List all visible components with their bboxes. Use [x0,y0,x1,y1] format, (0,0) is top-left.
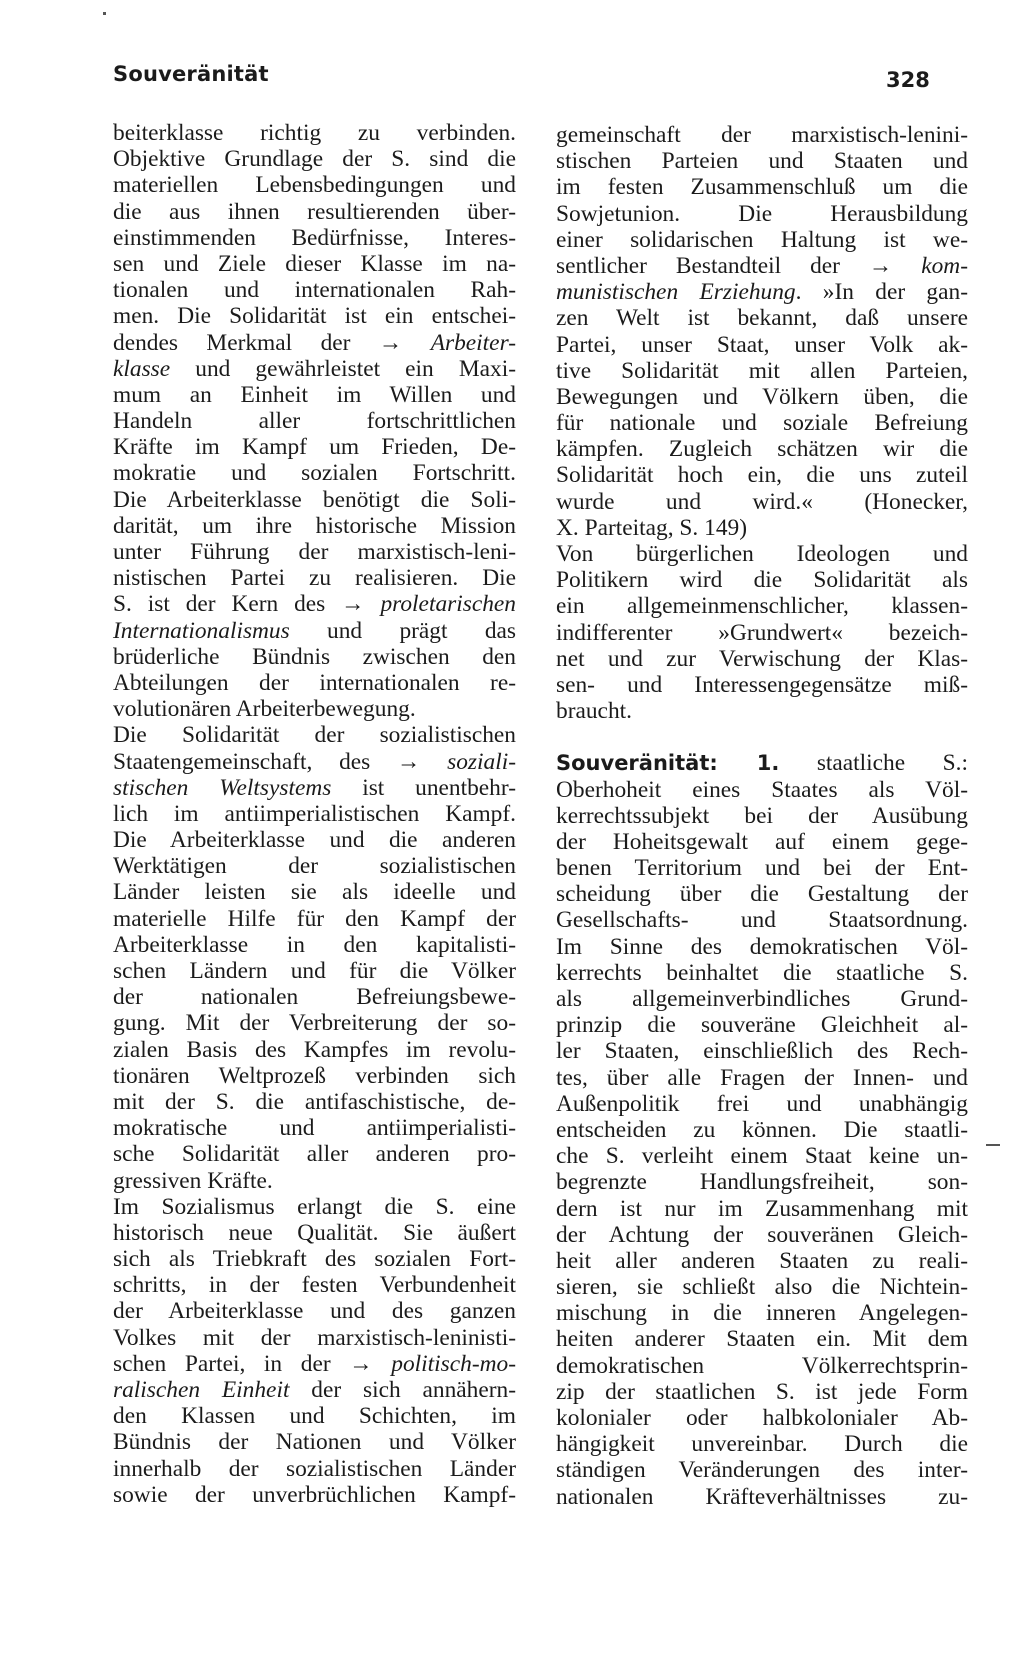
entry-headword-line [556,750,968,776]
text-line-with-reference [113,1351,516,1377]
text-run: staatliche S.: [779,750,968,777]
text-line: sche Solidarität aller anderen pro- [113,1141,516,1168]
text-run: und gewährleistet ein Maxi- [170,355,516,382]
cross-reference: soziali- [447,748,516,775]
text-line: der Arbeiterklasse und des ganzen [113,1298,516,1325]
text-line: Länder leisten sie als ideelle und [113,879,516,906]
text-line: als allgemeinverbindliches Grund- [556,986,968,1012]
cross-reference: Arbeiter- [430,329,516,356]
text-line: mokratische und antiimperialisti- [113,1115,516,1142]
text-line: Abteilungen der internationalen re- [113,669,516,696]
text-run: . »In der gan- [795,279,968,306]
text-line: einer solidarischen Haltung ist we- [556,226,968,253]
text-line: mokratie und sozialen Fortschritt. [113,460,516,487]
text-line: Solidarität hoch ein, die uns zuteil [556,462,968,489]
text-line: Im Sozialismus erlangt die S. eine [113,1193,516,1220]
text-line-with-reference [113,591,516,617]
text-line: materiellen Lebensbedingungen und [113,172,516,199]
text-run: S. ist der Kern des → [113,591,381,618]
text-line: begrenzte Handlungsfreiheit, son- [556,1169,968,1196]
text-line: die aus ihnen resultierenden über- [113,198,516,225]
right-column [556,122,968,1510]
text-line: Bündnis der Nationen und Völker [113,1429,516,1456]
text-run: schen Partei, in der → [113,1350,392,1377]
text-line: der Achtung der souveränen Gleich- [556,1221,968,1248]
left-column [113,120,516,1508]
text-run: sentlicher Bestandteil der → [556,252,922,279]
text-line: kerrechts beinhaltet die staatliche S. [556,959,968,986]
cross-reference: ralischen Einheit [113,1377,290,1403]
text-line: schen Ländern und für die Völker [113,958,516,984]
text-line: Außenpolitik frei und unabhängig [556,1090,968,1117]
text-line: tionalen und internationalen Rah- [113,277,516,304]
text-line: beiterklasse richtig zu verbinden. [113,120,516,146]
text-line: Die Arbeiterklasse benötigt die Soli- [113,486,516,513]
text-line-with-reference [113,356,516,382]
cross-reference: Internationalismus [113,617,290,644]
text-line: sen und Ziele dieser Klasse im na- [113,250,516,277]
text-line: Die Arbeiterklasse und die anderen [113,827,516,854]
text-line: ein allgemeinmenschlicher, klassen- [556,593,968,620]
text-line: der nationalen Befreiungsbewe- [113,984,516,1011]
text-line: gemeinschaft der marxistisch-lenini- [556,122,968,148]
text-line: sich als Triebkraft des sozialen Fort- [113,1246,516,1273]
scan-speck [103,12,106,15]
text-line: scheidung über die Gestaltung der [556,881,968,908]
text-line: tive Solidarität mit allen Parteien, [556,357,968,384]
text-line: zialen Basis des Kampfes im revolu- [113,1036,516,1063]
text-line: materielle Hilfe für den Kampf der [113,905,516,932]
text-line: einstimmenden Bedürfnisse, Interes- [113,224,516,251]
text-line: indifferenter »Grundwert« bezeich- [556,619,968,646]
text-line: Handeln aller fortschrittlichen [113,408,516,435]
text-line: nationalen Kräfteverhältnisses zu- [556,1483,968,1510]
text-line: hängigkeit unvereinbar. Durch die [556,1431,968,1458]
cross-reference: klasse [113,355,171,382]
text-line: sen- und Interessengegensätze miß- [556,671,968,698]
text-line-with-reference [113,749,516,775]
running-head: Souveränität [113,62,269,86]
text-run: der sich annähern- [289,1377,516,1403]
text-line: men. Die Solidarität ist ein entschei- [113,303,516,330]
text-line-with-reference [113,1377,516,1403]
text-line: kerrechtssubjekt bei der Ausübung [556,802,968,829]
text-line: ler Staaten, einschließlich des Rech- [556,1038,968,1065]
cross-reference: munistischen Erziehung [556,279,796,306]
text-line: Politikern wird die Solidarität als [556,567,968,594]
text-line: den Klassen und Schichten, im [113,1403,516,1430]
text-line: X. Parteitag, S. 149) [556,514,747,541]
text-run: Staatengemeinschaft, des → [113,748,448,775]
text-line: heit aller anderen Staaten zu reali- [556,1247,968,1274]
text-line: lich im antiimperialistischen Kampf. [113,800,516,827]
text-line: volutionären Arbeiterbewegung. [113,696,416,723]
text-line: Objektive Grundlage der S. sind die [113,146,516,173]
text-line: darität, um ihre historische Mission [113,512,516,539]
text-line-with-reference [113,618,516,644]
text-line: schritts, in der festen Verbundenheit [113,1272,516,1299]
page-number: 328 [886,68,930,92]
text-line: kämpfen. Zugleich schätzen wir die [556,436,968,463]
text-line: Volkes mit der marxistisch-leninisti- [113,1324,516,1351]
text-line: Werktätigen der sozialistischen [113,853,516,880]
text-line: gung. Mit der Verbreiterung der so- [113,1010,516,1037]
text-line: dern ist nur im Zusammenhang mit [556,1195,968,1222]
text-line: gressiven Kräfte. [113,1167,273,1194]
text-line: für nationale und soziale Befreiung [556,410,968,437]
text-line: mischung in die inneren Angelegen- [556,1300,968,1327]
text-line: heiten anderer Staaten ein. Mit dem [556,1326,968,1353]
text-run: ist unentbehr- [331,774,516,801]
text-line: mit der S. die antifaschistische, de- [113,1088,516,1115]
entry-headword: Souveränität: 1. [556,751,780,776]
text-line: braucht. [556,698,632,725]
text-run: und prägt das [289,617,516,644]
text-line: Im Sinne des demokratischen Völ- [556,933,968,960]
text-line: Gesellschafts- und Staatsordnung. [556,907,968,934]
text-line-with-reference [113,330,516,356]
text-line: sieren, sie schließt also die Nichtein- [556,1274,968,1301]
text-line: tionären Weltprozeß verbinden sich [113,1062,516,1089]
text-line: che S. verleiht einem Staat keine un- [556,1143,968,1170]
text-line: zen Welt ist bekannt, daß unsere [556,305,968,332]
text-line: Bewegungen und Völkern üben, die [556,383,968,410]
text-run: dendes Merkmal der → [113,329,431,356]
text-line: zip der staatlichen S. ist jede Form [556,1378,968,1405]
text-line: der Hoheitsgewalt auf einem gege- [556,828,968,855]
text-line: kolonialer oder halbkolonialer Ab- [556,1405,968,1431]
text-line: im festen Zusammenschluß um die [556,174,968,201]
text-line: Von bürgerlichen Ideologen und [556,541,968,567]
text-line: Die Solidarität der sozialistischen [113,722,516,749]
text-line: Arbeiterklasse in den kapitalisti- [113,931,516,958]
text-line: Oberhoheit eines Staates als Völ- [556,776,968,803]
text-line: stischen Parteien und Staaten und [556,148,968,175]
text-line: entscheiden zu können. Die staatli- [556,1116,968,1143]
cross-reference: proletarischen [380,591,516,618]
text-line: benen Territorium und bei der Ent- [556,855,968,882]
text-line: nistischen Partei zu realisieren. Die [113,565,516,592]
text-line: innerhalb der sozialistischen Länder [113,1455,516,1482]
text-line: demokratischen Völkerrechtsprin- [556,1352,968,1379]
text-line: tes, über alle Fragen der Innen- und [556,1064,968,1091]
text-line: ständigen Veränderungen des inter- [556,1457,968,1484]
scan-dash [986,1144,1000,1146]
entry-separator [556,724,968,750]
text-line-with-reference [556,279,968,305]
cross-reference: politisch-mo- [391,1350,516,1377]
text-line-with-reference [113,775,516,801]
text-line: unter Führung der marxistisch-leni- [113,539,516,565]
text-line: historisch neue Qualität. Sie äußert [113,1219,516,1246]
cross-reference: kom- [921,252,968,279]
text-line: Sowjetunion. Die Herausbildung [556,200,968,227]
text-line: Partei, unser Staat, unser Volk ak- [556,331,968,358]
text-line: prinzip die souveräne Gleichheit al- [556,1012,968,1039]
text-line: net und zur Verwischung der Klas- [556,645,968,672]
text-line: sowie der unverbrüchlichen Kampf- [113,1481,516,1508]
text-line: mum an Einheit im Willen und [113,381,516,408]
text-line: Kräfte im Kampf um Frieden, De- [113,434,516,461]
text-line: brüderliche Bündnis zwischen den [113,643,516,670]
text-line-with-reference [556,253,968,279]
text-line: wurde und wird.« (Honecker, [556,488,968,515]
cross-reference: stischen Weltsystems [113,774,332,801]
